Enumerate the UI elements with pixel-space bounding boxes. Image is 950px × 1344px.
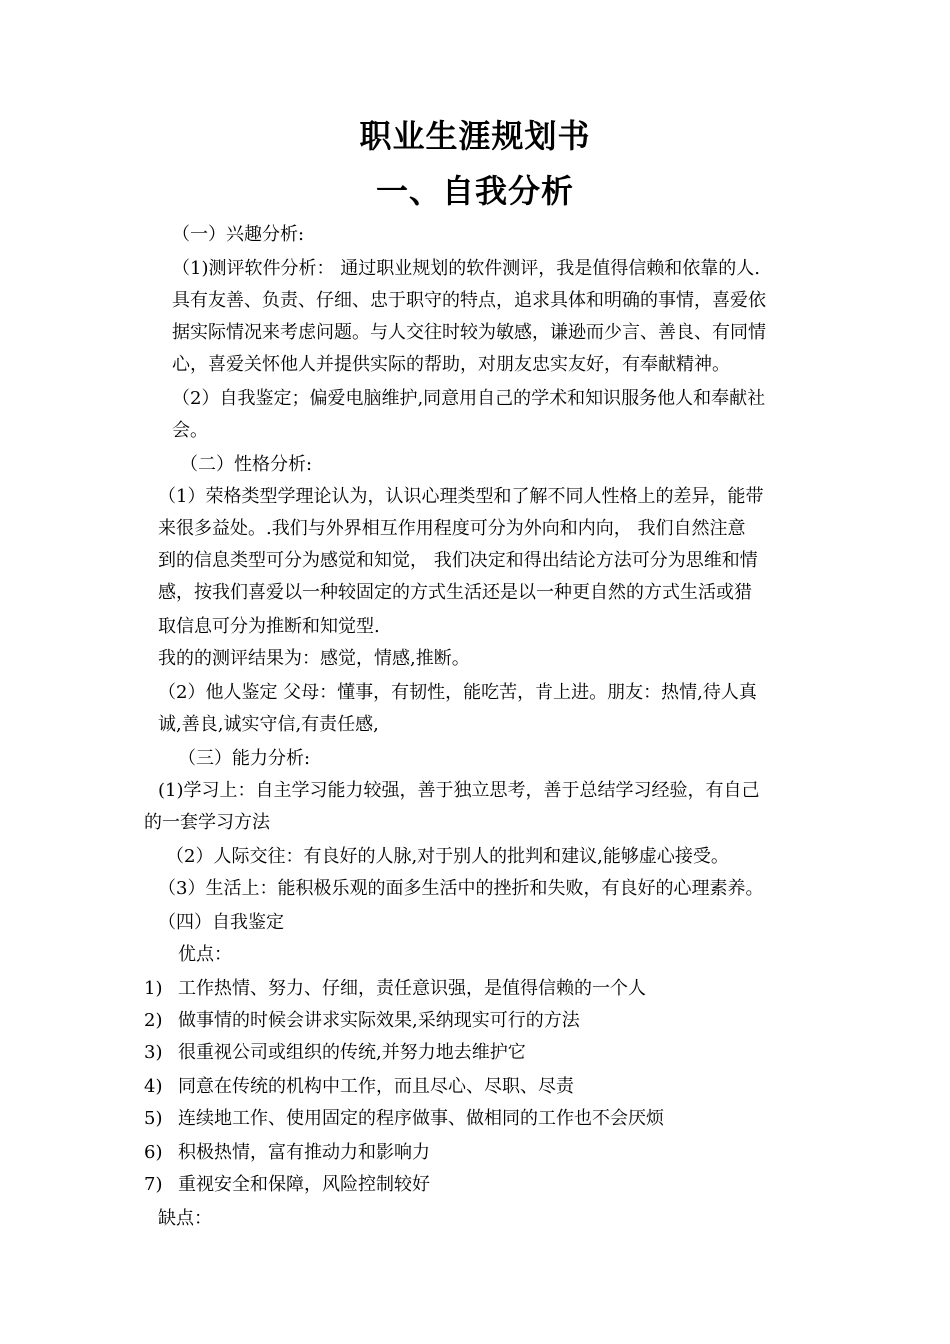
interest-p1-line: 心，喜爱关怀他人并提供实际的帮助，对朋友忠实友好，有奉献精神。 (172, 354, 730, 375)
ability-p2: （2）人际交往：有良好的人脉,对于别人的批判和建议,能够虚心接受。 (166, 846, 729, 867)
list-item-text: 连续地工作、使用固定的程序做事、做相同的工作也不会厌烦 (178, 1108, 664, 1129)
list-item-text: 同意在传统的机构中工作，而且尽心、尽职、尽责 (178, 1076, 574, 1097)
personality-p1-line: 到的信息类型可分为感觉和知觉， 我们决定和得出结论方法可分为思维和情 (158, 550, 758, 571)
list-item-number: 6) (144, 1142, 163, 1163)
weaknesses-label: 缺点： (158, 1208, 212, 1229)
list-item-number: 4) (144, 1076, 163, 1097)
personality-p2-line: 诚,善良,诚实守信,有责任感, (158, 714, 379, 735)
list-item-text: 积极热情，富有推动力和影响力 (178, 1142, 430, 1163)
interest-p1-line: 具有友善、负责、仔细、忠于职守的特点，追求具体和明确的事情，喜爱依 (172, 290, 766, 311)
list-item-text: 工作热情、努力、仔细，责任意识强，是值得信赖的一个人 (178, 978, 646, 999)
list-item-number: 5) (144, 1108, 163, 1129)
ability-p3: （3）生活上：能积极乐观的面多生活中的挫折和失败，有良好的心理素养。 (158, 878, 764, 899)
interest-p2-line: 会。 (172, 420, 208, 441)
strengths-label: 优点： (178, 944, 232, 965)
list-item-text: 很重视公司或组织的传统,并努力地去维护它 (178, 1042, 526, 1063)
self-eval-heading: （四）自我鉴定 (158, 912, 284, 933)
interest-p1-line: （1)测评软件分析： 通过职业规划的软件测评，我是值得信赖和依靠的人. (172, 258, 760, 279)
personality-p2-line: （2）他人鉴定 父母：懂事，有韧性，能吃苦，肯上进。朋友：热情,待人真 (158, 682, 757, 703)
list-item-number: 2) (144, 1010, 163, 1031)
personality-p1-line: （1）荣格类型学理论认为，认识心理类型和了解不同人性格上的差异，能带 (158, 486, 764, 507)
document-title: 职业生涯规划书 (359, 117, 591, 155)
personality-result: 我的的测评结果为：感觉，情感,推断。 (158, 648, 470, 669)
list-item-number: 3) (144, 1042, 163, 1063)
ability-p1-line: 的一套学习方法 (144, 812, 270, 833)
personality-p1-line: 感，按我们喜爱以一种较固定的方式生活还是以一种更自然的方式生活或猎 (158, 582, 752, 603)
personality-p1-line: 取信息可分为推断和知觉型. (158, 616, 380, 637)
interest-p1-line: 据实际情况来考虑问题。与人交往时较为敏感，谦逊而少言、善良、有同情 (172, 322, 766, 343)
ability-p1-line: (1)学习上：自主学习能力较强，善于独立思考，善于总结学习经验，有自己 (158, 780, 760, 801)
list-item-text: 重视安全和保障，风险控制较好 (178, 1174, 430, 1195)
list-item-number: 7) (144, 1174, 163, 1195)
personality-heading: （二）性格分析: (180, 454, 313, 475)
list-item-number: 1) (144, 978, 163, 999)
personality-p1-line: 来很多益处。.我们与外界相互作用程度可分为外向和内向， 我们自然注意 (158, 518, 746, 539)
interest-p2-line: （2）自我鉴定；偏爱电脑维护,同意用自己的学术和知识服务他人和奉献社 (172, 388, 766, 409)
list-item-text: 做事情的时候会讲求实际效果,采纳现实可行的方法 (178, 1010, 580, 1031)
ability-heading: （三）能力分析: (178, 748, 311, 769)
interest-heading: （一）兴趣分析: (172, 224, 305, 245)
section-title: 一、自我分析 (375, 172, 574, 210)
